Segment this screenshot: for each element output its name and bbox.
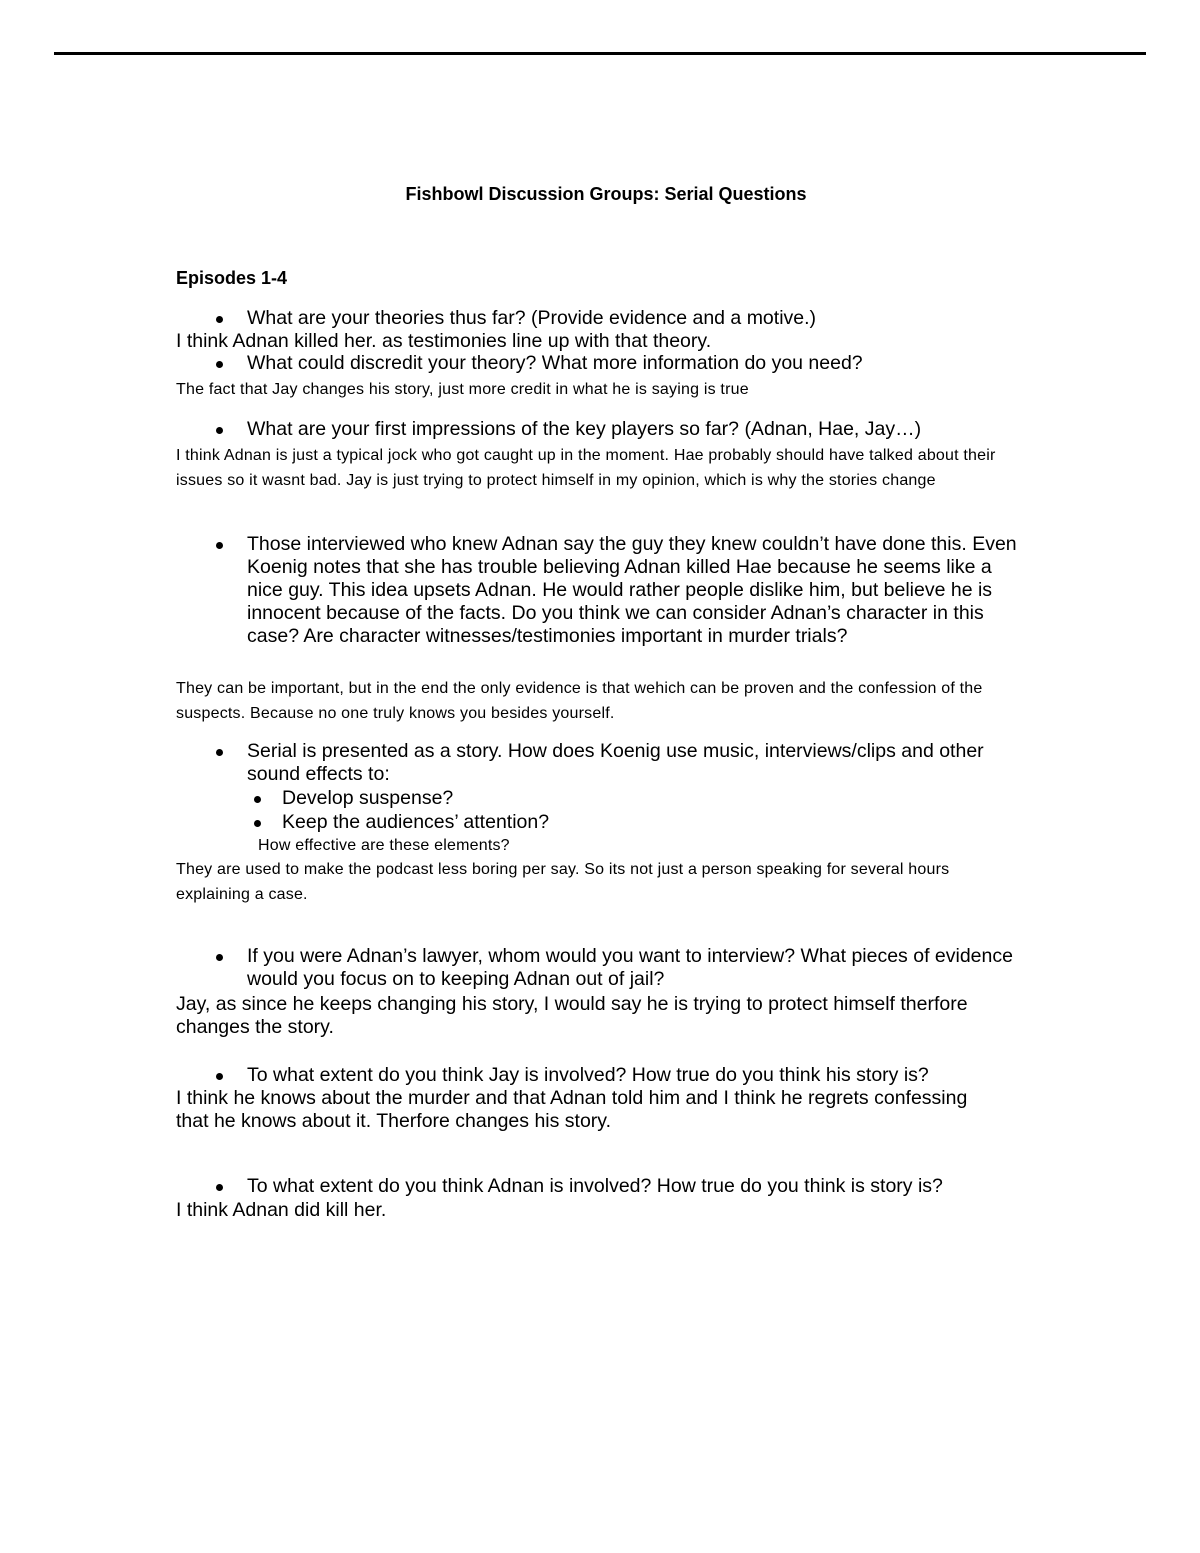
bullet-icon bbox=[216, 361, 223, 368]
sub-question-2: Keep the audiences’ attention? bbox=[282, 811, 550, 833]
bullet-icon bbox=[216, 1073, 223, 1080]
answer-2: The fact that Jay changes his story, just more credit in what he is saying is true bbox=[176, 381, 749, 398]
question-5-note: How effective are these elements? bbox=[258, 837, 510, 854]
answer-4: They can be important, but in the end the only evidence is that wehich can be proven and the confession of the suspects. Because no one truly knows you besides yourself. bbox=[176, 680, 983, 722]
section-heading: Episodes 1-4 bbox=[176, 268, 288, 288]
answer-6: Jay, as since he keeps changing his story, I would say he is trying to protect himself therfore changes the story. bbox=[176, 993, 968, 1038]
bullet-icon bbox=[216, 1184, 223, 1191]
bullet-icon bbox=[254, 820, 261, 827]
bullet-icon bbox=[216, 749, 223, 756]
bullet-icon bbox=[216, 427, 223, 434]
question-8: To what extent do you think Adnan is involved? How true do you think is story is? bbox=[247, 1175, 943, 1197]
bullet-icon bbox=[254, 796, 261, 803]
answer-5: They are used to make the podcast less boring per say. So its not just a person speaking for several hours explaining a case. bbox=[176, 861, 950, 903]
bullet-icon bbox=[216, 316, 223, 323]
question-6: If you were Adnan’s lawyer, whom would you want to interview? What pieces of evidence would you focus on to keeping Adnan out of jail? bbox=[247, 945, 1013, 990]
bullet-icon bbox=[216, 542, 223, 549]
question-2: What could discredit your theory? What more information do you need? bbox=[247, 352, 863, 374]
document-title: Fishbowl Discussion Groups: Serial Questions bbox=[405, 184, 807, 204]
question-3: What are your first impressions of the key players so far? (Adnan, Hae, Jay…) bbox=[247, 418, 922, 440]
bullet-icon bbox=[216, 954, 223, 961]
answer-3: I think Adnan is just a typical jock who got caught up in the moment. Hae probably should have talked about their issues so it wasnt bad. Jay is just trying to protect himself in my opinion, which is why the stories change bbox=[176, 447, 996, 489]
question-1: What are your theories thus far? (Provide evidence and a motive.) bbox=[247, 307, 817, 329]
question-4: Those interviewed who knew Adnan say the guy they knew couldn’t have done this. Even Koenig notes that she has trouble believing Adnan killed Hae because he seems like a nice guy. This idea upsets Adnan. He would rather people dislike him, but believe he is innocent because of the facts. Do you think we can consider Adnan’s character in this case? Are character witnesses/testimonies important in murder trials? bbox=[247, 533, 1017, 647]
sub-question-1: Develop suspense? bbox=[282, 787, 454, 809]
answer-1: I think Adnan killed her. as testimonies line up with that theory. bbox=[176, 330, 712, 352]
answer-7: I think he knows about the murder and that Adnan told him and I think he regrets confessing that he knows about it. Therfore changes his story. bbox=[176, 1087, 968, 1132]
header-rule bbox=[54, 52, 1146, 55]
question-5: Serial is presented as a story. How does Koenig use music, interviews/clips and other sound effects to: bbox=[247, 740, 984, 785]
question-7: To what extent do you think Jay is involved? How true do you think his story is? bbox=[247, 1064, 929, 1086]
answer-8: I think Adnan did kill her. bbox=[176, 1199, 387, 1221]
